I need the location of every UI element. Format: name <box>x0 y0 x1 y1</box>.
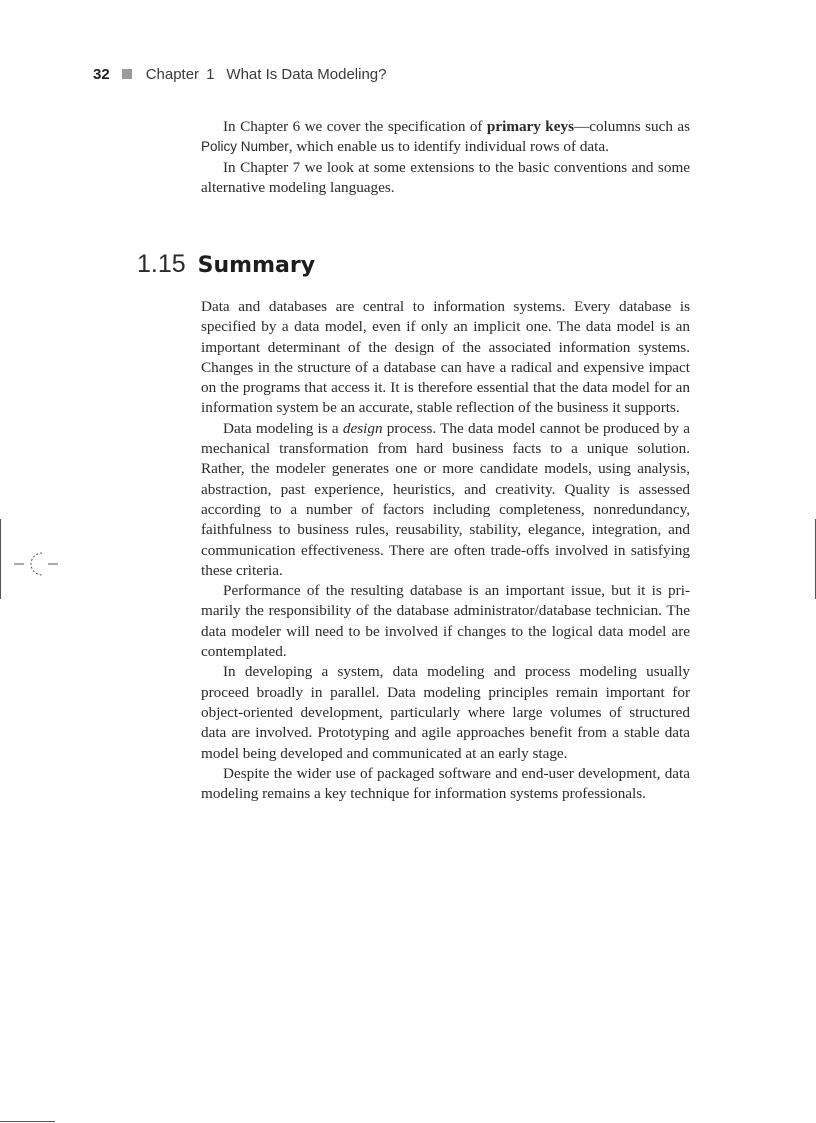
policy-number-term: Policy Number <box>201 139 289 155</box>
summary-text <box>201 297 690 804</box>
summary-paragraph-5: Despite the wider use of packaged software and end-user development, data modeling remains a key technique for information systems professionals. <box>201 764 690 803</box>
crop-mark-left <box>0 519 1 599</box>
text-run: Data modeling is a <box>223 419 343 437</box>
summary-paragraph-4: In developing a system, data modeling and process modeling usually proceed broadly in parallel. Data modeling principles remain important for object-oriented development, particularly where large volumes of structured data are involved. Prototyping and agile approaches benefit from a stable data model being developed and communicated at an early stage. <box>201 663 690 762</box>
section-number: 1.15 <box>137 250 186 278</box>
running-head <box>93 63 386 85</box>
square-bullet-icon <box>122 69 132 79</box>
intro-text <box>201 117 690 198</box>
intro-paragraph-2: In Chapter 7 we look at some extensions to the basic conventions and some alternative modeling languages. <box>201 158 690 196</box>
primary-keys-term: primary keys <box>486 118 575 135</box>
summary-paragraph-3: Performance of the resulting database is an important issue, but it is primarily the responsibility of the database administrator/database technician. The data modeler will need to be involved if changes to the logical data model are contemplated. <box>201 582 690 661</box>
page-number: 32 <box>93 65 110 83</box>
summary-paragraph-2 <box>201 419 690 581</box>
intro-paragraph-1 <box>201 117 690 158</box>
design-term: design <box>342 419 383 437</box>
chapter-label: Chapter <box>145 65 200 83</box>
text-run: , which enable us to identify individual rows of data. <box>288 138 609 156</box>
registration-mark-icon <box>14 549 60 579</box>
text-run: —columns such as <box>574 118 690 135</box>
chapter-number: 1 <box>206 65 215 83</box>
text-run: process. The data model cannot be produced by a mechanical transformation from hard business facts to a unique solution. Rather, the modeler generates one or more candidate models, using analysis, abstraction, past experience, heuristics, and creativity. Quality is assessed according to a number of factors including completeness, nonredundancy, faithfulness to business rules, reusability, stability, elegance, integration, and communication effectiveness. There are often trade-offs involved in satisfying these criteria. <box>201 419 690 579</box>
text-run: In Chapter 6 we cover the specification of <box>223 118 487 135</box>
crop-mark-bottom <box>0 1121 55 1122</box>
chapter-title: What Is Data Modeling? <box>226 65 387 83</box>
summary-paragraph-1: Data and databases are central to information systems. Every database is specified by a data model, even if only an implicit one. The data model is an important determinant of the design of the associated information systems. Changes in the structure of a database can have a radical and expensive impact on the programs that access it. It is therefore essential that the data model for an information system be an accurate, stable reflection of the business it supports. <box>201 298 690 417</box>
section-title: Summary <box>197 253 316 278</box>
section-heading <box>137 250 315 282</box>
